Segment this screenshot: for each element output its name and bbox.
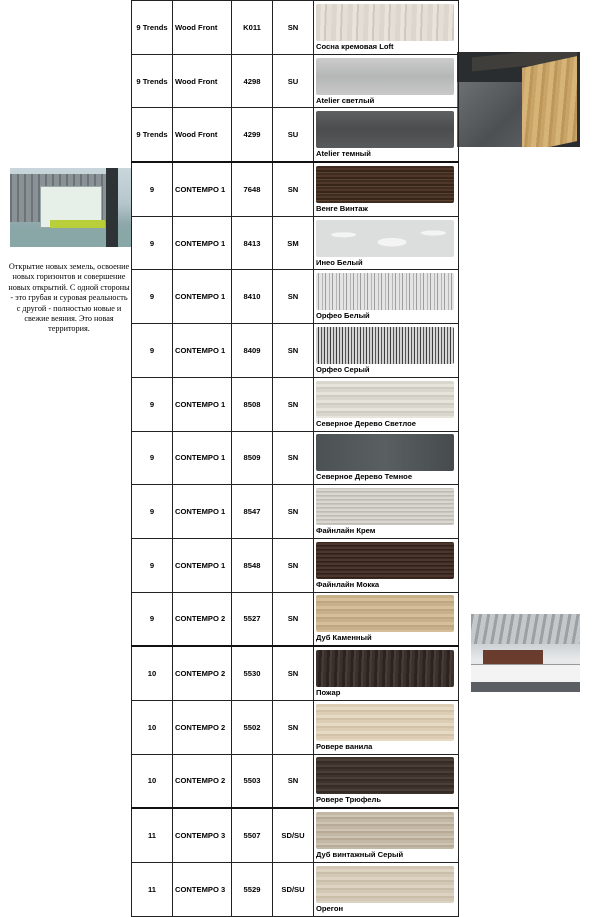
- collection-cell: CONTEMPO 2: [173, 700, 232, 754]
- decor-swatch: [316, 866, 454, 903]
- finish-cell: SN: [273, 538, 314, 592]
- decor-name: Atelier темный: [316, 149, 371, 159]
- table-row: [132, 646, 459, 700]
- interior-photo-left: [10, 168, 131, 247]
- decor-swatch: [316, 111, 454, 148]
- finish-cell: SU: [273, 108, 314, 162]
- collection-cell: CONTEMPO 1: [173, 216, 232, 270]
- finish-cell: SN: [273, 485, 314, 539]
- finish-cell: SU: [273, 54, 314, 108]
- collection-cell: CONTEMPO 2: [173, 754, 232, 808]
- decor-swatch: [316, 488, 454, 525]
- series-cell: 9: [132, 216, 173, 270]
- series-cell: 9: [132, 431, 173, 485]
- series-cell: 9 Trends: [132, 1, 173, 55]
- decor-name: Орфео Белый: [316, 311, 370, 321]
- swatch-cell: [314, 162, 459, 216]
- decor-swatch: [316, 273, 454, 310]
- series-cell: 9: [132, 538, 173, 592]
- code-cell: 5502: [232, 700, 273, 754]
- code-cell: 8413: [232, 216, 273, 270]
- collection-cell: CONTEMPO 2: [173, 646, 232, 700]
- finish-cell: SN: [273, 162, 314, 216]
- swatch-cell: [314, 1, 459, 55]
- decor-name: Северное Дерево Светлое: [316, 418, 416, 428]
- finish-cell: SN: [273, 754, 314, 808]
- decor-name: Файнлайн Крем: [316, 526, 376, 536]
- series-cell: 9: [132, 377, 173, 431]
- code-cell: 4298: [232, 54, 273, 108]
- interior-photo-top-right: [457, 52, 580, 147]
- swatch-cell: [314, 646, 459, 700]
- swatch-cell: [314, 216, 459, 270]
- code-cell: 5530: [232, 646, 273, 700]
- code-cell: 5527: [232, 592, 273, 646]
- table-row: [132, 700, 459, 754]
- table-row: [132, 270, 459, 324]
- series-cell: 10: [132, 700, 173, 754]
- table-row: [132, 1, 459, 55]
- decor-name: Ровере ванила: [316, 741, 373, 751]
- series-cell: 9: [132, 592, 173, 646]
- code-cell: 4299: [232, 108, 273, 162]
- table-row: [132, 485, 459, 539]
- series-cell: 11: [132, 808, 173, 862]
- decor-name: Atelier светлый: [316, 95, 375, 105]
- code-cell: 5507: [232, 808, 273, 862]
- decor-swatch: [316, 542, 454, 579]
- finish-cell: SN: [273, 324, 314, 378]
- finish-cell: SM: [273, 216, 314, 270]
- swatch-cell: [314, 431, 459, 485]
- series-cell: 9: [132, 162, 173, 216]
- code-cell: 8508: [232, 377, 273, 431]
- swatch-cell: [314, 377, 459, 431]
- swatch-cell: [314, 592, 459, 646]
- decor-name: Пожар: [316, 688, 341, 698]
- collection-cell: CONTEMPO 1: [173, 431, 232, 485]
- decor-swatch: [316, 220, 454, 257]
- code-cell: 5503: [232, 754, 273, 808]
- collection-cell: Wood Front: [173, 108, 232, 162]
- swatch-cell: [314, 538, 459, 592]
- decor-name: Дуб винтажный Серый: [316, 850, 404, 860]
- finish-cell: SN: [273, 592, 314, 646]
- series-cell: 9 Trends: [132, 108, 173, 162]
- decor-swatch: [316, 327, 454, 364]
- finish-cell: SN: [273, 377, 314, 431]
- swatch-cell: [314, 485, 459, 539]
- collection-cell: CONTEMPO 1: [173, 324, 232, 378]
- series-cell: 10: [132, 754, 173, 808]
- finish-cell: SD/SU: [273, 863, 314, 917]
- collection-cell: CONTEMPO 3: [173, 808, 232, 862]
- series-cell: 11: [132, 863, 173, 917]
- decor-swatch: [316, 812, 454, 849]
- code-cell: 8509: [232, 431, 273, 485]
- swatch-cell: [314, 700, 459, 754]
- swatch-cell: [314, 54, 459, 108]
- table-row: [132, 377, 459, 431]
- decor-name: Венге Винтаж: [316, 203, 368, 213]
- table-row: [132, 538, 459, 592]
- decor-name: Северное Дерево Темное: [316, 472, 413, 482]
- decor-swatch: [316, 757, 454, 794]
- collection-cell: CONTEMPO 1: [173, 538, 232, 592]
- code-cell: 8409: [232, 324, 273, 378]
- decor-name: Инео Белый: [316, 257, 363, 267]
- collection-cell: CONTEMPO 3: [173, 863, 232, 917]
- decor-name: Орфео Серый: [316, 364, 370, 374]
- table-row: [132, 324, 459, 378]
- table-row: [132, 592, 459, 646]
- code-cell: 5529: [232, 863, 273, 917]
- decor-swatch: [316, 166, 454, 203]
- swatch-cell: [314, 270, 459, 324]
- collection-cell: Wood Front: [173, 1, 232, 55]
- decor-name: Файнлайн Мокка: [316, 579, 380, 589]
- finish-cell: SN: [273, 646, 314, 700]
- code-cell: 8410: [232, 270, 273, 324]
- collection-cell: CONTEMPO 1: [173, 485, 232, 539]
- decor-swatch: [316, 58, 454, 95]
- series-cell: 9: [132, 485, 173, 539]
- decor-name: Ровере Трюфель: [316, 795, 382, 805]
- series-cell: 9: [132, 324, 173, 378]
- finish-cell: SD/SU: [273, 808, 314, 862]
- collection-cell: Wood Front: [173, 54, 232, 108]
- table-row: [132, 863, 459, 917]
- table-row: [132, 431, 459, 485]
- code-cell: 7648: [232, 162, 273, 216]
- decor-swatch: [316, 4, 454, 41]
- series-cell: 9: [132, 270, 173, 324]
- series-cell: 9 Trends: [132, 54, 173, 108]
- swatch-cell: [314, 863, 459, 917]
- decor-name: Сосна кремовая Loft: [316, 41, 394, 51]
- finish-cell: SN: [273, 270, 314, 324]
- swatch-cell: [314, 324, 459, 378]
- collection-cell: CONTEMPO 1: [173, 377, 232, 431]
- table-row: [132, 162, 459, 216]
- finish-cell: SN: [273, 1, 314, 55]
- decor-name: Орегон: [316, 903, 344, 913]
- swatch-cell: [314, 754, 459, 808]
- decor-name: Дуб Каменный: [316, 633, 372, 643]
- finish-cell: SN: [273, 700, 314, 754]
- decor-swatch: [316, 434, 454, 471]
- interior-photo-bottom-right: [471, 614, 580, 692]
- finish-cell: SN: [273, 431, 314, 485]
- series-cell: 10: [132, 646, 173, 700]
- description-text: Открытие новых земель, освоение новых горизонтов и совершение новых открытий. С одной стороны - это грубая и суровая реальность с другой - полностью новые и свежие веяния. Это новая территория.: [8, 262, 130, 334]
- collection-cell: CONTEMPO 1: [173, 270, 232, 324]
- table-row: [132, 108, 459, 162]
- decor-catalog-table: [131, 0, 459, 917]
- decor-swatch: [316, 704, 454, 741]
- code-cell: 8547: [232, 485, 273, 539]
- table-row: [132, 754, 459, 808]
- swatch-cell: [314, 108, 459, 162]
- code-cell: K011: [232, 1, 273, 55]
- swatch-cell: [314, 808, 459, 862]
- collection-cell: CONTEMPO 1: [173, 162, 232, 216]
- code-cell: 8548: [232, 538, 273, 592]
- decor-swatch: [316, 650, 454, 687]
- collection-cell: CONTEMPO 2: [173, 592, 232, 646]
- table-row: [132, 216, 459, 270]
- decor-swatch: [316, 595, 454, 632]
- decor-swatch: [316, 381, 454, 418]
- table-row: [132, 54, 459, 108]
- table-row: [132, 808, 459, 862]
